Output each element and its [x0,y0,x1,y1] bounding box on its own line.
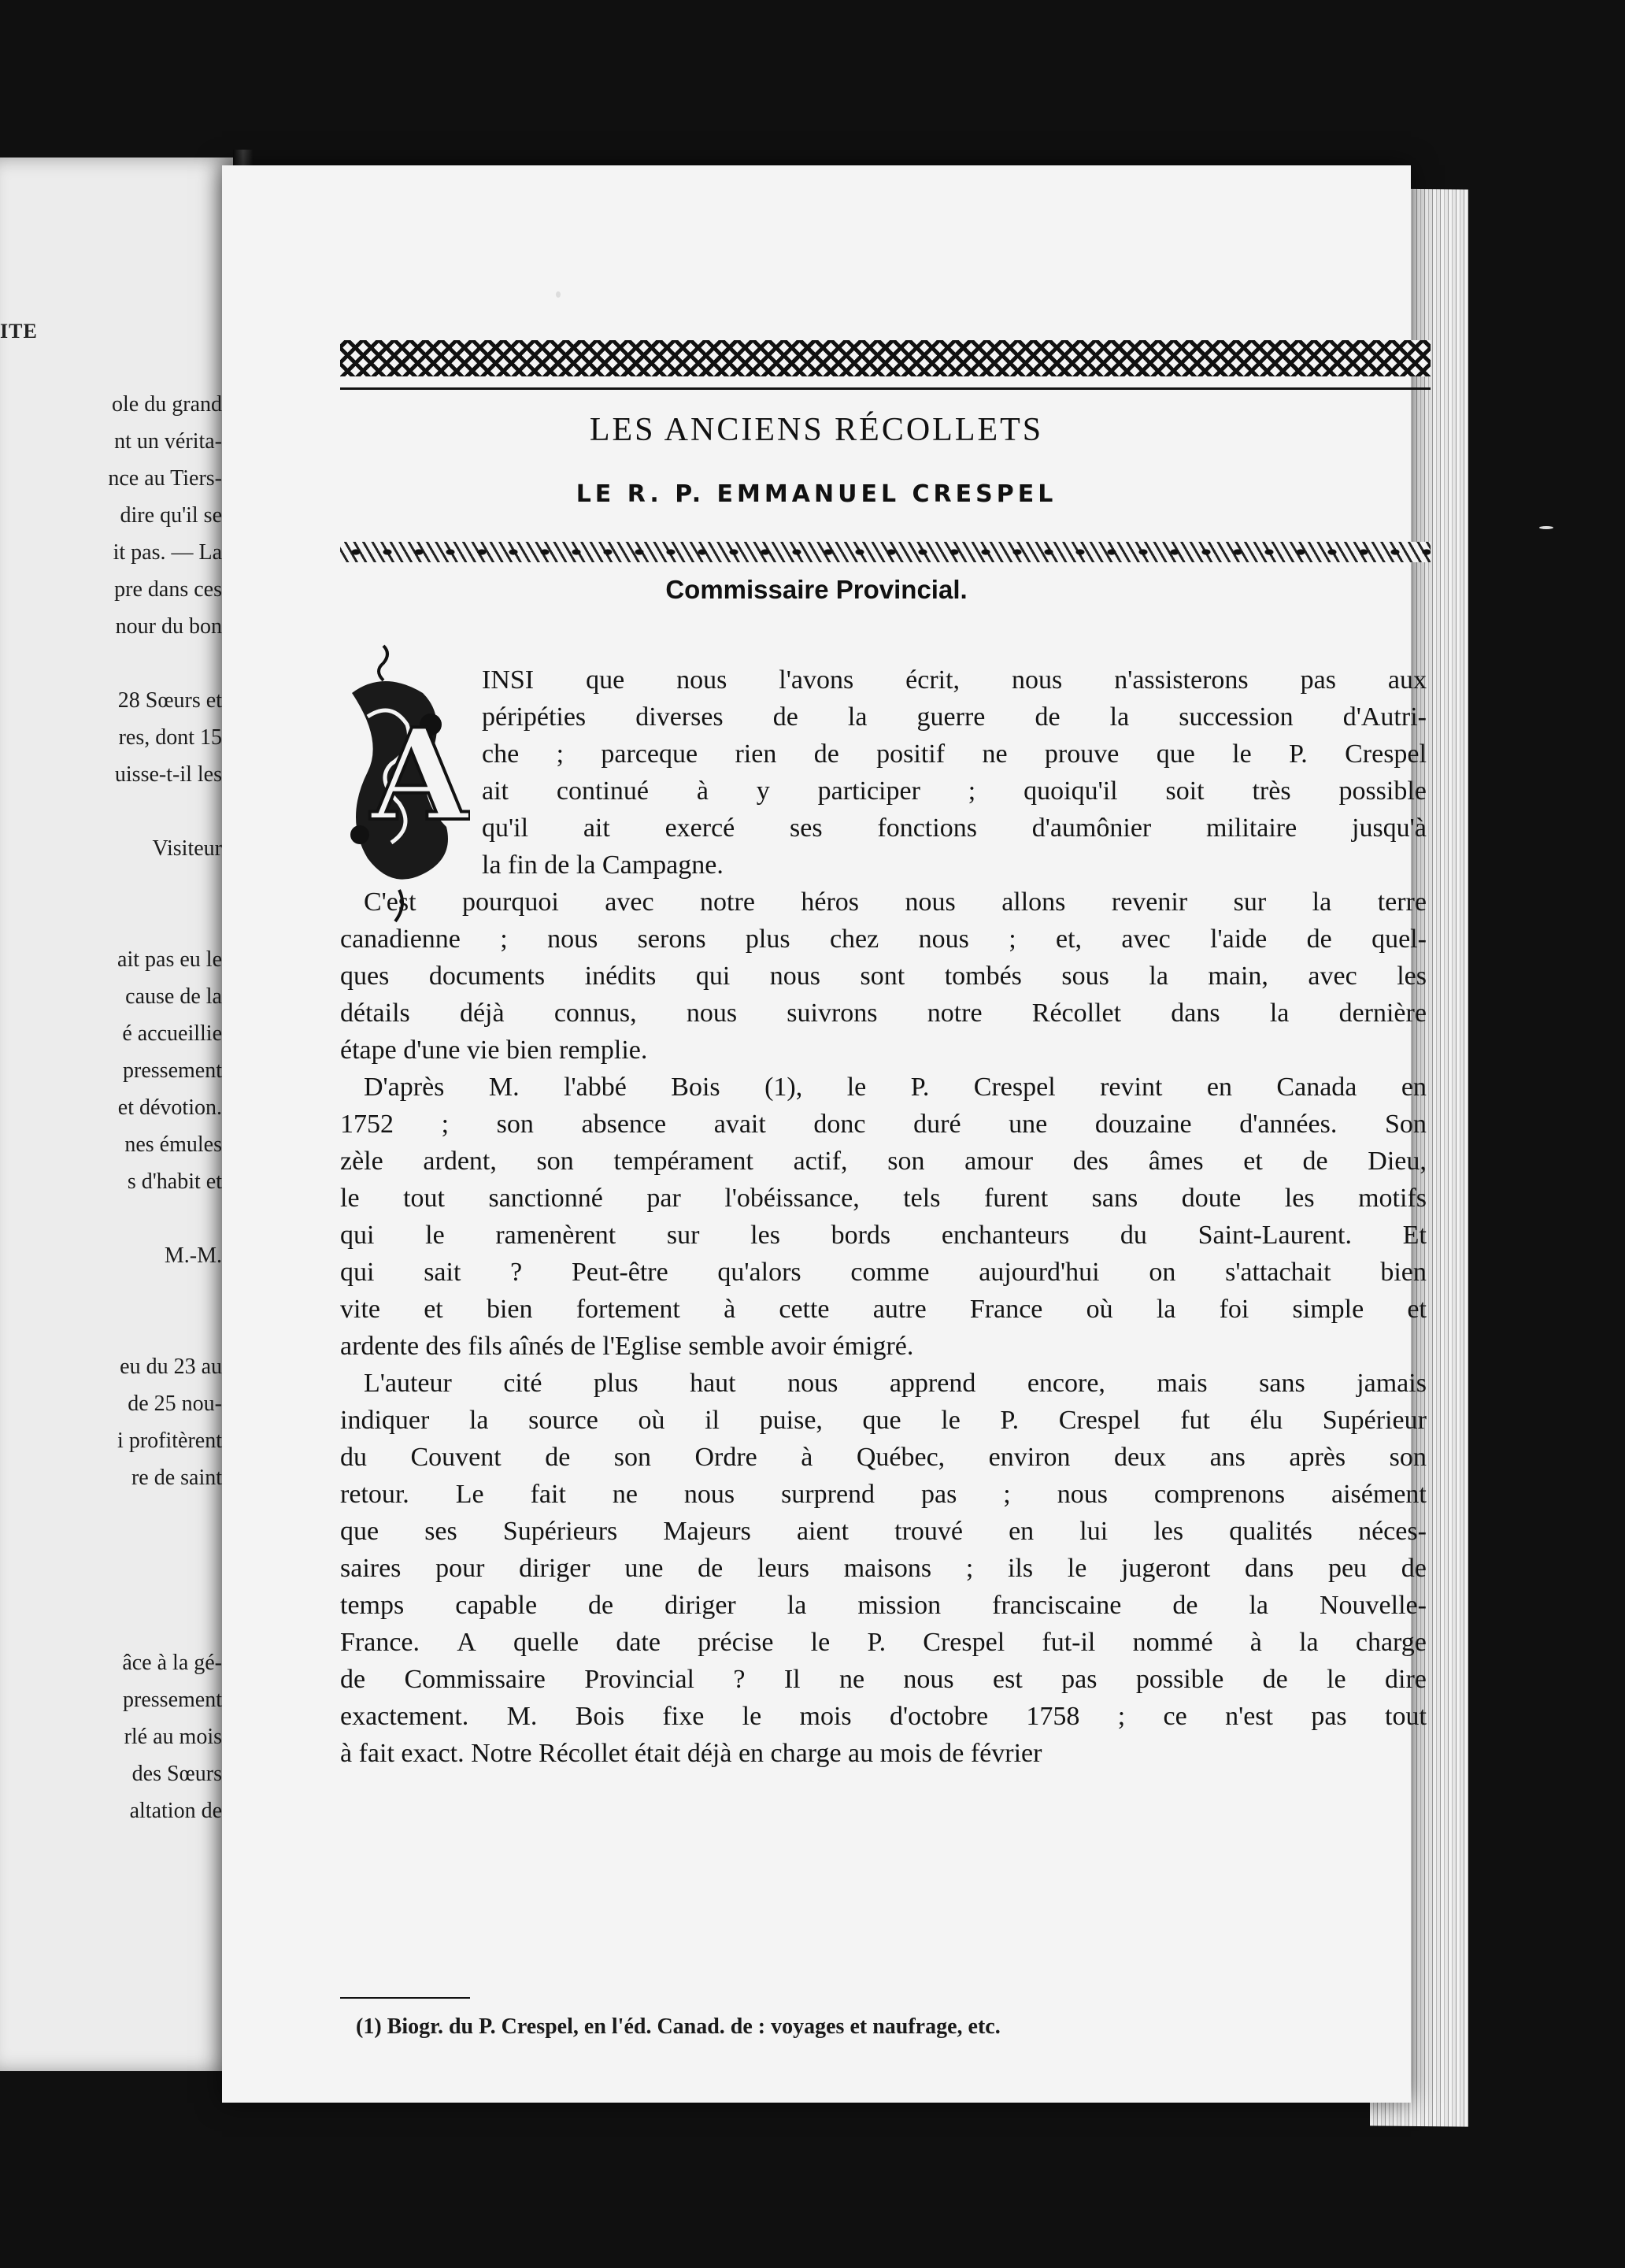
text-line: INSI que nous l'avons écrit, nous n'assisterons pas aux [482,665,1427,695]
header-rule [340,387,1431,390]
text-line: le tout sanctionné par l'obéissance, tels furent sans doute les motifs [340,1184,1427,1213]
text-line: saires pour diriger une de leurs maisons ; ils le jugeront dans peu de [340,1554,1427,1583]
dust-speck [1539,526,1553,529]
facing-page-line: et dévotion. [117,1095,222,1120]
text-line: qu'il ait exercé ses fonctions d'aumônier militaire jusqu'à [482,813,1427,843]
facing-page-line: de 25 nou- [128,1392,222,1416]
facing-page-line: des Sœurs [131,1762,222,1786]
text-line: zèle ardent, son tempérament actif, son amour des âmes et de Dieu, [340,1147,1427,1176]
facing-page-line: nce au Tiers- [108,466,222,491]
facing-page-line: é accueillie [122,1021,222,1046]
text-line: retour. Le fait ne nous surprend pas ; nous comprenons aisément [340,1480,1427,1509]
text-line: la fin de la Campagne. [482,850,724,880]
facing-page-line: eu du 23 au [120,1354,222,1379]
facing-page-line: 28 Sœurs et [117,688,222,713]
text-line: ardente des fils aînés de l'Eglise semble avoir émigré. [340,1332,914,1361]
text-line: du Couvent de son Ordre à Québec, environ deux ans après son [340,1443,1427,1472]
facing-page-line: M.-M. [164,1243,222,1268]
paragraph-3 [340,1069,1427,1365]
facing-page-line: pressement [123,1058,222,1083]
facing-page-line: pre dans ces [114,577,222,602]
ornamental-divider [340,542,1431,562]
text-line: qui le ramenèrent sur les bords enchanteurs du Saint-Laurent. Et [340,1221,1427,1250]
text-line: C'est pourquoi avec notre héros nous allons revenir sur la terre [364,888,1427,917]
article-subtitle: LE R. P. EMMANUEL CRESPEL [576,480,1057,508]
facing-page-line: uisse-t-il les [114,762,222,787]
text-line: indiquer la source où il puise, que le P. Crespel fut élu Supérieur [340,1406,1427,1435]
main-page [222,165,1427,2103]
facing-page-line: pressement [123,1688,222,1712]
facing-page-line: ait pas eu le [117,947,222,972]
facing-page-line: cause de la [125,984,222,1009]
top-ornamental-border [340,340,1431,376]
footnote-rule [340,1997,470,1999]
text-line: ait continué à y participer ; quoiqu'il soit très possible [482,776,1427,806]
text-line: 1752 ; son absence avait donc duré une douzaine d'années. Son [340,1110,1427,1139]
text-line: che ; parceque rien de positif ne prouve que le P. Crespel [482,739,1427,769]
text-line: péripéties diverses de la guerre de la succession d'Autri- [482,702,1427,732]
text-line: temps capable de diriger la mission franciscaine de la Nouvelle- [340,1591,1427,1620]
dropcap-letter: A [371,701,469,849]
text-line: exactement. M. Bois fixe le mois d'octobre 1758 ; ce n'est pas tout [340,1702,1427,1731]
text-line: de Commissaire Provincial ? Il ne nous est pas possible de le dire [340,1665,1427,1694]
footnote: (1) Biogr. du P. Crespel, en l'éd. Canad. de : voyages et naufrage, etc. [356,2014,1001,2039]
article-body [340,662,1427,1772]
text-line: vite et bien fortement à cette autre France où la foi simple et [340,1295,1427,1324]
facing-page-line: nour du bon [115,614,222,639]
facing-page-line: s d'habit et [127,1169,222,1194]
paragraph-1 [340,662,1427,884]
text-line: France. A quelle date précise le P. Crespel fut-il nommé à la charge [340,1628,1427,1657]
facing-page-running-header: ITE [0,320,38,343]
facing-page-line: res, dont 15 [118,725,222,750]
facing-page-line: re de saint [131,1466,222,1490]
article-title: LES ANCIENS RÉCOLLETS [589,412,1044,448]
facing-page-line: dire qu'il se [120,503,222,528]
facing-page-line: it pas. — La [113,540,222,565]
facing-page-line: Visiteur [152,836,222,861]
facing-page-line: i profitèrent [117,1429,222,1453]
facing-page [0,158,233,2071]
paragraph-2 [340,884,1427,1069]
facing-page-line: nt un vérita- [114,429,222,454]
dust-speck [556,291,561,298]
facing-page-line: nes émules [124,1132,222,1157]
facing-page-line: rlé au mois [124,1725,222,1749]
text-line: à fait exact. Notre Récollet était déjà en charge au mois de février [340,1739,1042,1768]
text-line: canadienne ; nous serons plus chez nous ; et, avec l'aide de quel- [340,925,1427,954]
facing-page-line: ole du grand [112,392,222,417]
text-line: L'auteur cité plus haut nous apprend encore, mais sans jamais [364,1369,1427,1398]
text-line: détails déjà connus, nous suivrons notre Récollet dans la dernière [340,999,1427,1028]
text-line: que ses Supérieurs Majeurs aient trouvé en lui les qualités néces- [340,1517,1427,1546]
facing-page-line: altation de [129,1799,222,1823]
facing-page-line: âce à la gé- [122,1651,222,1675]
text-line: qui sait ? Peut-être qu'alors comme aujourd'hui on s'attachait bien [340,1258,1427,1287]
text-line: étape d'une vie bien remplie. [340,1036,648,1065]
text-line: ques documents inédits qui nous sont tombés sous la main, avec les [340,962,1427,991]
paragraph-4 [340,1365,1427,1772]
text-line: D'après M. l'abbé Bois (1), le P. Crespel revint en Canada en [364,1073,1427,1102]
section-heading: Commissaire Provincial. [665,575,968,604]
